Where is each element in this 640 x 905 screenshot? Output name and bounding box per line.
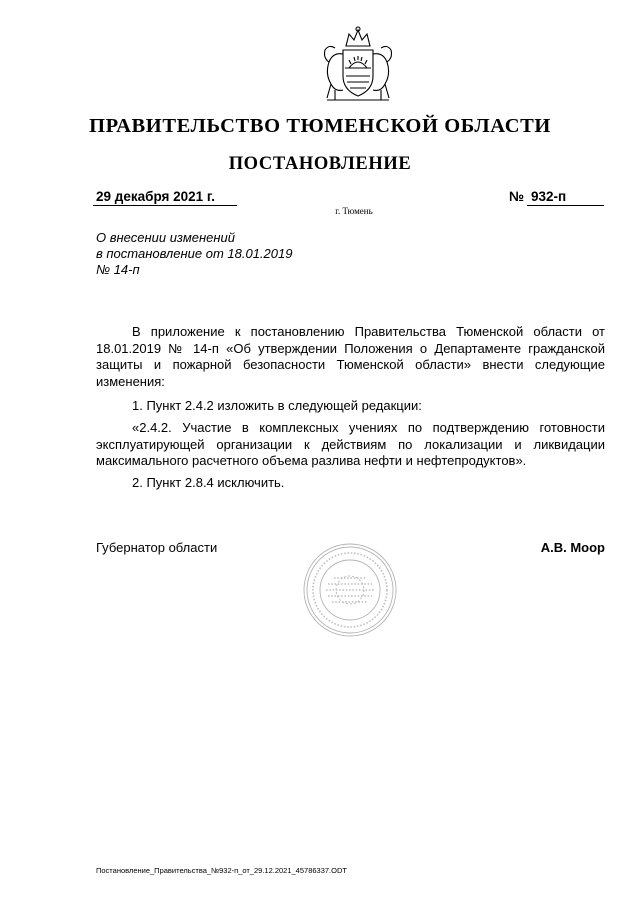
document-subject	[96, 230, 292, 278]
body-paragraph: 2. Пункт 2.8.4 исключить.	[132, 475, 285, 490]
subject-line: № 14-п	[96, 262, 140, 277]
file-name-footer: Постановление_Правительства_№932-п_от_29.12.2021_45786337.ODT	[96, 866, 347, 875]
signer-title: Губернатор области	[96, 540, 218, 555]
coat-of-arms-icon	[313, 24, 403, 106]
document-number: 932-п	[531, 189, 567, 204]
official-seal-icon	[300, 540, 400, 640]
signer-name: А.В. Моор	[540, 540, 605, 555]
document-type-heading: ПОСТАНОВЛЕНИЕ	[228, 154, 412, 174]
number-sign: №	[509, 189, 525, 204]
body-paragraph: 1. Пункт 2.4.2 изложить в следующей редакции:	[132, 398, 422, 413]
subject-line: О внесении изменений	[96, 230, 235, 245]
subject-line: в постановление от 18.01.2019	[96, 246, 293, 261]
city-label: г. Тюмень	[335, 206, 373, 216]
body-paragraph: «2.4.2. Участие в комплексных учениях по подтверждению готовности эксплуатирующей организации к действиям по локализации и ликвидации максимального расчетного объема разлива нефти и нефтепродуктов».	[96, 420, 605, 468]
organization-title: ПРАВИТЕЛЬСТВО ТЮМЕНСКОЙ ОБЛАСТИ	[89, 115, 551, 137]
document-date: 29 декабря 2021 г.	[96, 189, 215, 204]
body-paragraph: В приложение к постановлению Правительства Тюменской области от 18.01.2019 № 14-п «Об утверждении Положения о Департаменте гражданской защиты и пожарной безопасности Тюменской области» внести следующие изменения:	[96, 324, 605, 389]
